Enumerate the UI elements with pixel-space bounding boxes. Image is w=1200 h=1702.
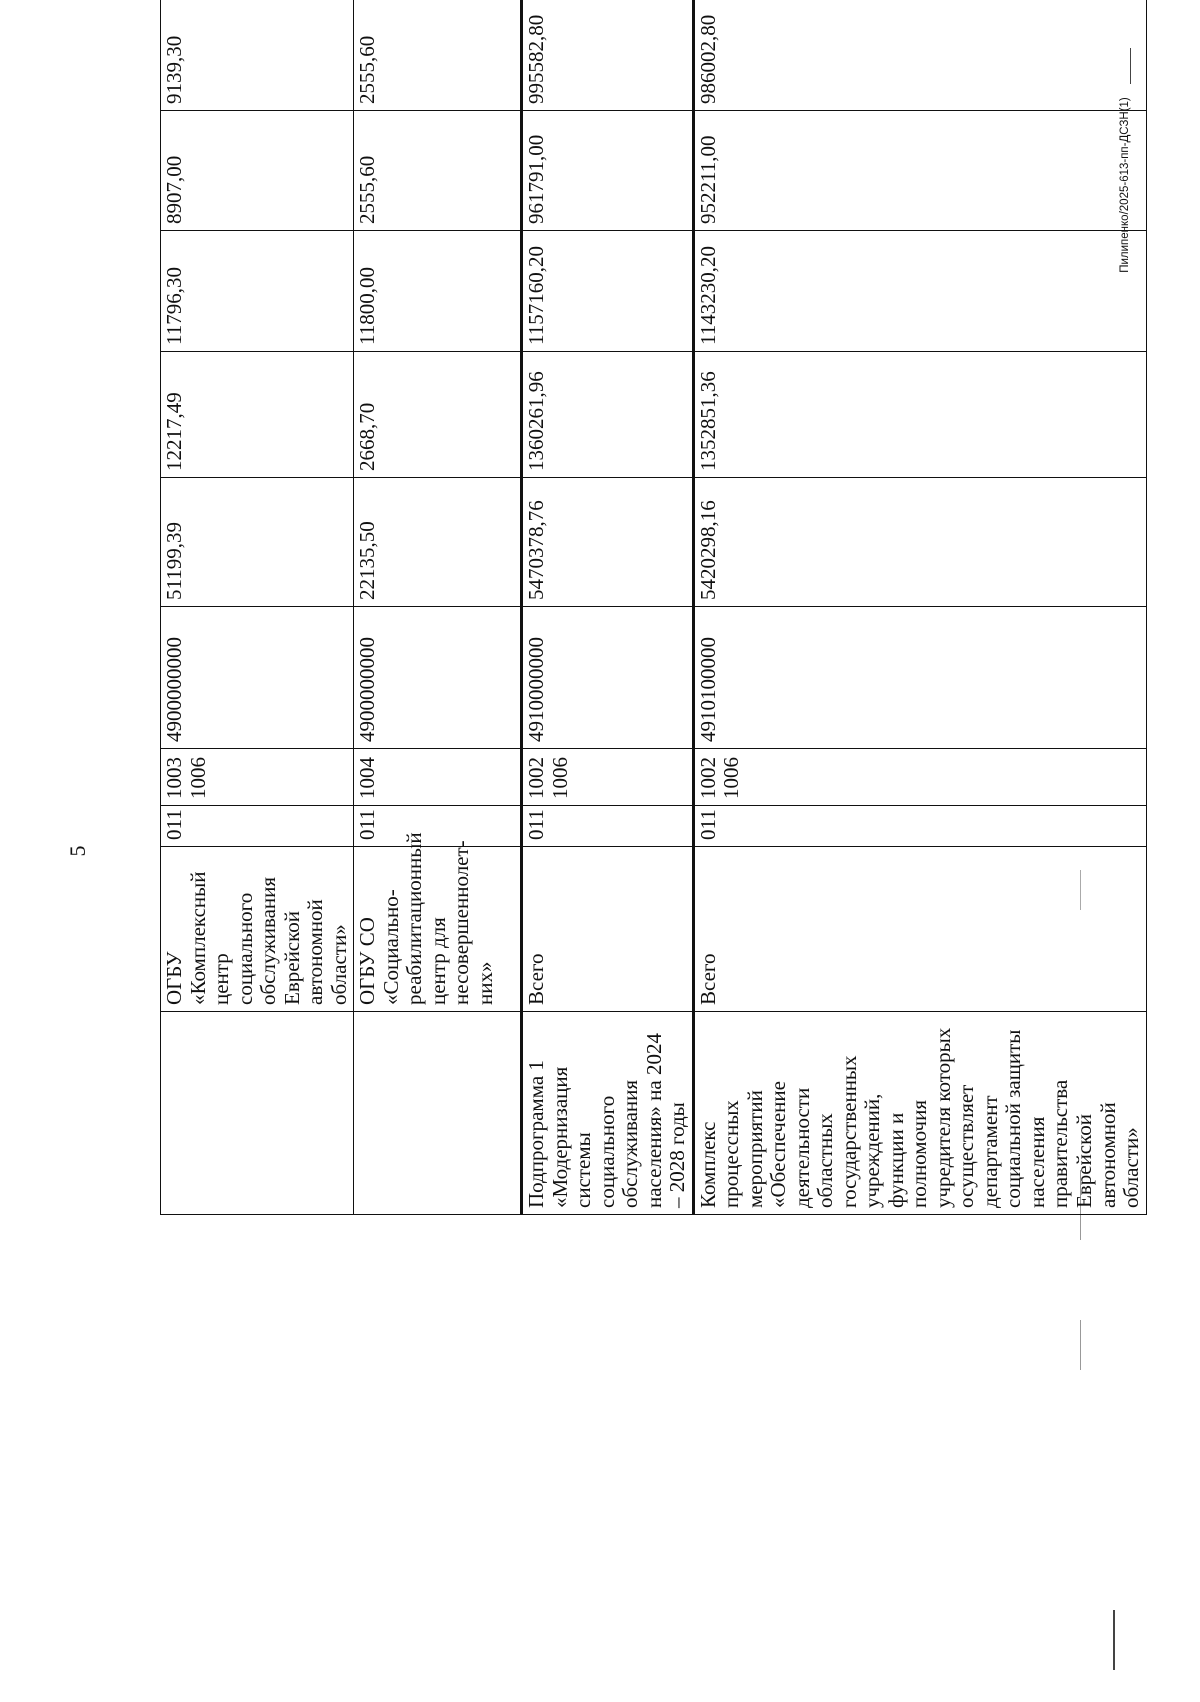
value-cell (522, 478, 694, 607)
value-cell-text: 1157160,20 (524, 246, 549, 345)
rzpr-cell (354, 749, 522, 806)
value-cell (354, 352, 522, 478)
value-cell-text: 9139,30 (162, 35, 186, 104)
csr-cell-text: 4910000000 (524, 637, 549, 742)
csr-cell-text: 4910100000 (695, 637, 720, 742)
program-cell (354, 1012, 522, 1215)
table-row (693, 0, 1146, 1215)
value-cell-text: 995582,80 (524, 14, 549, 104)
program-cell-text: Подпрограмма 1 «Модернизация системы социального обслуживания населения» на 2024 – 2028 годы (524, 1033, 690, 1208)
value-cell-text: 986002,80 (695, 14, 720, 104)
executor-cell-text: ОГБУ СО «Социально-реабилитационный центр для несовершеннолет-них» (355, 832, 497, 1005)
rzpr-cell (161, 749, 354, 806)
rzpr-code: 1006 (185, 757, 210, 799)
executor-cell (522, 847, 694, 1012)
csr-cell (354, 607, 522, 749)
program-cell (693, 1012, 1146, 1215)
executor-cell (693, 847, 1146, 1012)
value-cell (522, 111, 694, 231)
value-cell (693, 478, 1146, 607)
value-cell (161, 111, 354, 231)
csr-cell-text: 4900000000 (355, 637, 380, 742)
program-cell (161, 1012, 354, 1215)
value-cell (161, 0, 354, 111)
value-cell-text: 12217,49 (162, 392, 186, 471)
budget-table (160, 0, 1147, 1215)
value-cell (161, 352, 354, 478)
value-cell-text: 2555,60 (355, 155, 380, 224)
value-cell-text: 961791,00 (524, 134, 549, 224)
value-cell (354, 111, 522, 231)
scan-artifact (1080, 1320, 1081, 1370)
value-cell-text: 5470378,76 (524, 500, 549, 600)
executor-cell (354, 832, 522, 1012)
value-cell-text: 1360261,96 (524, 371, 549, 471)
value-cell (522, 231, 694, 352)
value-cell-text: 952211,00 (695, 135, 720, 224)
value-cell-text: 22135,50 (355, 521, 380, 600)
value-cell (354, 0, 522, 111)
value-cell-text: 1143230,20 (695, 246, 720, 345)
value-cell (161, 478, 354, 607)
executor-cell (161, 847, 354, 1012)
value-cell (522, 352, 694, 478)
rzpr-cell (522, 749, 694, 806)
value-cell (354, 478, 522, 607)
grbs-cell-text: 011 (355, 809, 380, 840)
grbs-cell-text: 011 (524, 809, 549, 840)
value-cell-text: 1352851,36 (695, 371, 720, 471)
value-cell (161, 231, 354, 352)
csr-cell (161, 607, 354, 749)
scan-artifact (1113, 1610, 1115, 1670)
rzpr-code: 1006 (719, 757, 744, 799)
value-cell (354, 231, 522, 352)
value-cell-text: 8907,00 (162, 155, 186, 224)
table-row (354, 0, 522, 1215)
csr-cell-text: 4900000000 (162, 637, 186, 742)
page-number: 5 (65, 845, 90, 857)
grbs-cell (522, 806, 694, 847)
grbs-cell (693, 806, 1146, 847)
table-row (522, 0, 694, 1215)
executor-cell-text: Всего (695, 953, 720, 1005)
value-cell-text: 11796,30 (162, 267, 186, 345)
rzpr-code: 1006 (547, 757, 572, 799)
rzpr-code: 1003 (162, 757, 186, 799)
value-cell-text: 2668,70 (355, 402, 380, 471)
csr-cell (522, 607, 694, 749)
grbs-cell (354, 806, 522, 847)
value-cell (693, 231, 1146, 352)
value-cell-text: 2555,60 (355, 35, 380, 104)
grbs-cell (161, 806, 354, 847)
program-cell (522, 1012, 694, 1215)
csr-cell (693, 607, 1146, 749)
document-reference: Пилипенко/2025-613-пп-ДСЗН(1) (1119, 97, 1131, 273)
value-cell (693, 0, 1146, 111)
executor-cell-text: ОГБУ «Комплексный центр социального обслуживания Еврейской автономной области» (162, 871, 351, 1005)
grbs-cell-text: 011 (695, 809, 720, 840)
table-row (161, 0, 354, 1215)
rzpr-code: 1002 (695, 757, 720, 799)
rzpr-code: 1004 (355, 757, 380, 799)
value-cell (522, 0, 694, 111)
rzpr-code: 1002 (524, 757, 549, 799)
value-cell-text: 11800,00 (355, 267, 380, 345)
value-cell (693, 352, 1146, 478)
program-cell-text: Комплекс процессных мероприятий «Обеспечение деятельности областных государственных учреждений, функции и полномочия учредителя которых осуществляет департамент социальной защиты населения правительства Еврейской автономной области» (695, 1027, 1144, 1208)
value-cell-text: 51199,39 (162, 522, 186, 600)
grbs-cell-text: 011 (162, 809, 186, 840)
table-body (161, 0, 1147, 1215)
value-cell-text: 5420298,16 (695, 500, 720, 600)
rzpr-cell (693, 749, 1146, 806)
executor-cell-text: Всего (524, 953, 549, 1005)
value-cell (693, 111, 1146, 231)
